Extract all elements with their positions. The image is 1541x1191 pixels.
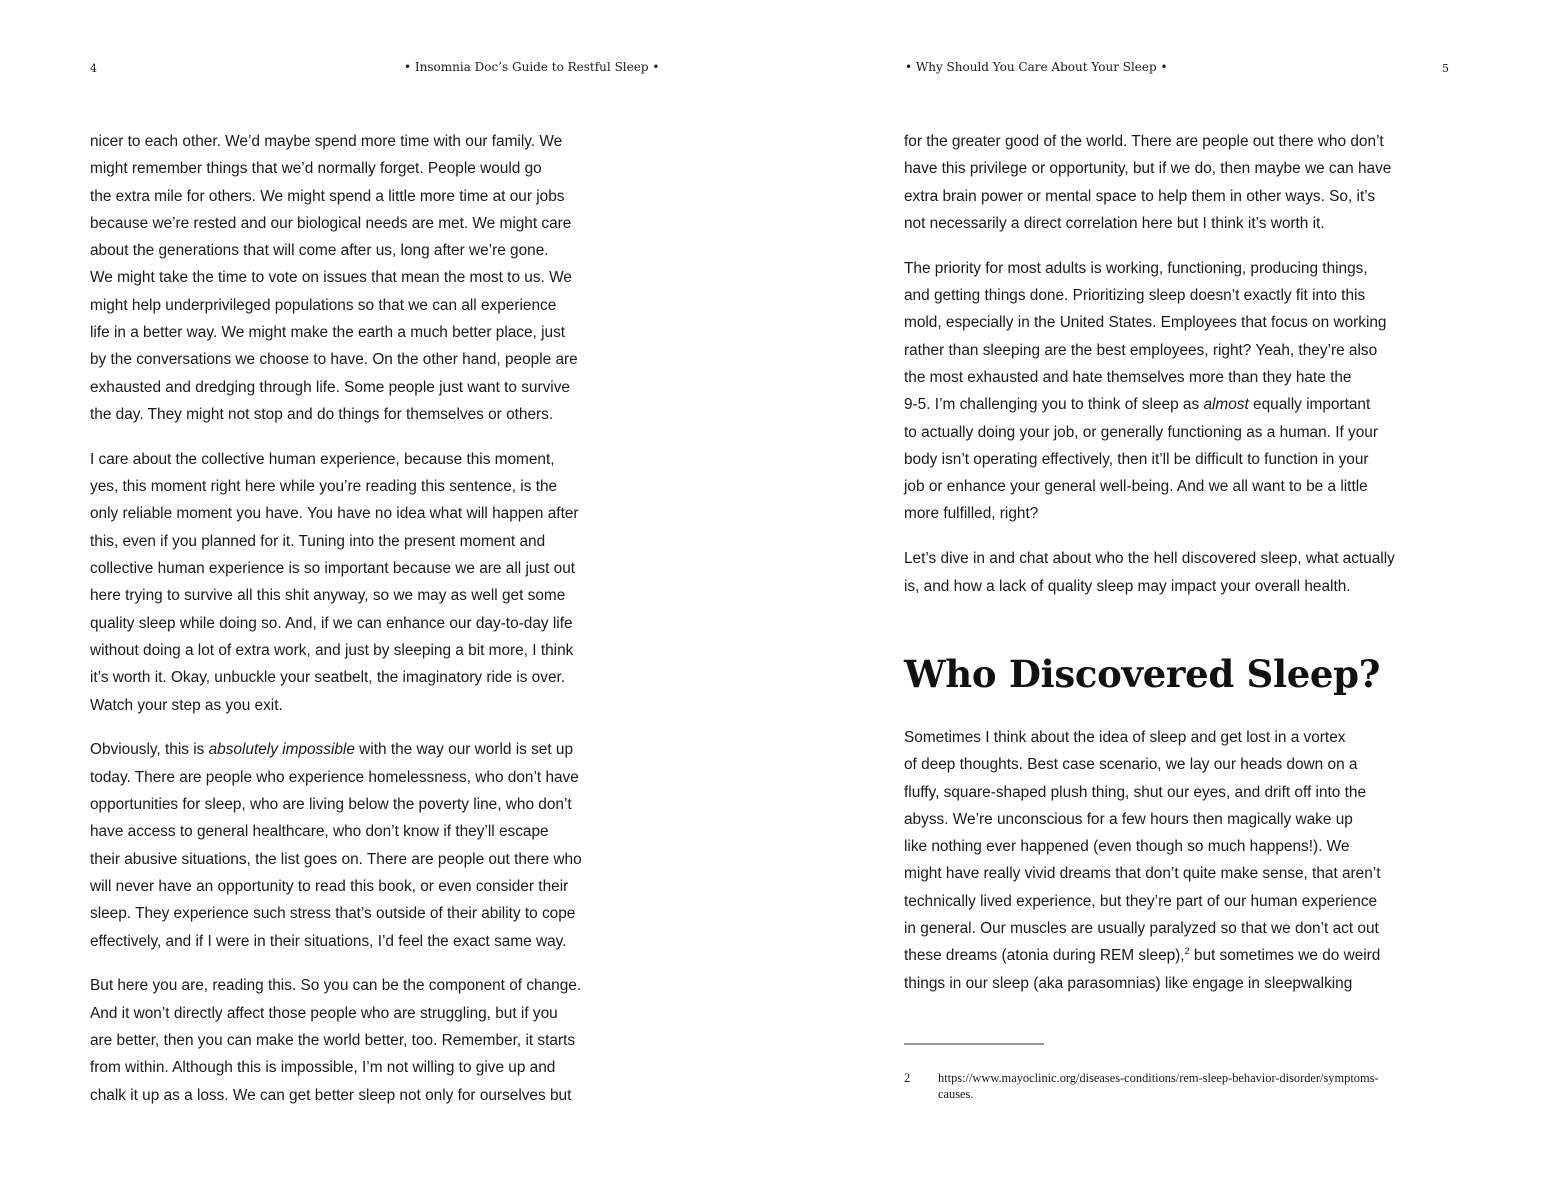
text-line: mold, especially in the United States. Employees that focus on working (904, 314, 1387, 332)
text-line: life in a better way. We might make the earth a much better place, just (90, 324, 566, 342)
text-line: will never have an opportunity to read this book, or even consider their (90, 877, 569, 895)
text-line: have access to general healthcare, who don’t know if they’ll escape (90, 823, 549, 841)
text-line: And it won’t directly affect those people who are struggling, but if you (90, 1004, 558, 1022)
paragraph-2 (904, 255, 1452, 528)
text-line: might remember things that we’d normally forget. People would go (90, 160, 542, 178)
right-body-text (904, 128, 1452, 600)
text-line: is, and how a lack of quality sleep may impact your overall health. (904, 577, 1351, 595)
text-line: chalk it up as a loss. We can get better sleep not only for ourselves but (90, 1086, 572, 1104)
paragraph-1 (904, 128, 1452, 237)
text-line: I care about the collective human experience, because this moment, (90, 450, 555, 468)
text-line: the most exhausted and hate themselves more than they hate the (904, 368, 1352, 386)
text-line: and getting things done. Prioritizing sleep doesn’t exactly fit into this (904, 287, 1366, 305)
text-line: are better, then you can make the world better, too. Remember, it starts (90, 1031, 576, 1049)
text-line: fluffy, square-shaped plush thing, shut our eyes, and drift off into the (904, 783, 1367, 801)
footnote-text-line: https://www.mayoclinic.org/diseases-conditions/rem-sleep-behavior-disorder/symptoms- (938, 1071, 1379, 1085)
text-line: their abusive situations, the list goes on. There are people out there who (90, 850, 582, 868)
text-line: body isn’t operating effectively, then it’ll be difficult to function in your (904, 450, 1369, 468)
text-line: more fulfilled, right? (904, 505, 1039, 523)
text-line: We might take the time to vote on issues that mean the most to us. We (90, 269, 572, 287)
text-line: opportunities for sleep, who are living below the poverty line, who don’t (90, 796, 572, 814)
paragraph-3 (904, 545, 1452, 600)
section-heading: Who Discovered Sleep? (904, 652, 1381, 696)
text-line: the day. They might not stop and do things for themselves or others. (90, 405, 554, 423)
text-line: collective human experience is so important because we are all just out (90, 560, 576, 578)
text-line: here trying to survive all this shit anyway, so we may as well get some (90, 587, 566, 605)
text-line: the extra mile for others. We might spend a little more time at our jobs (90, 187, 565, 205)
emphasis-text: almost (1203, 396, 1249, 414)
paragraph-3 (90, 736, 638, 954)
text-line: for the greater good of the world. There are people out there who don’t (904, 133, 1384, 150)
text-line: not necessarily a direct correlation here but I think it’s worth it. (904, 214, 1325, 232)
text-line: only reliable moment you have. You have no idea what will happen after (90, 505, 579, 523)
text-segment: 9-5. I’m challenging you to think of sleep as (904, 396, 1204, 414)
footnote-reference[interactable]: 2 (1184, 946, 1190, 957)
text-line: abyss. We’re unconscious for a few hours then magically wake up (904, 810, 1353, 828)
text-line: The priority for most adults is working, functioning, producing things, (904, 259, 1368, 277)
text-segment: but sometimes we do weird (1189, 947, 1381, 965)
text-line: But here you are, reading this. So you can be the component of change. (90, 977, 582, 995)
text-line: of deep thoughts. Best case scenario, we lay our heads down on a (904, 756, 1358, 774)
text-line: extra brain power or mental space to help them in other ways. So, it’s (904, 187, 1376, 205)
text-line: rather than sleeping are the best employees, right? Yeah, they’re also (904, 341, 1378, 359)
running-head-right: • Why Should You Care About Your Sleep • (905, 60, 1168, 74)
text-line: quality sleep while doing so. And, if we can enhance our day-to-day life (90, 614, 573, 632)
text-line: about the generations that will come after us, long after we’re gone. (90, 242, 549, 260)
text-line: might have really vivid dreams that don’t quite make sense, that aren’t (904, 865, 1381, 883)
section-body-text (904, 724, 1452, 997)
text-segment: equally important (1248, 396, 1371, 414)
footnote-link[interactable] (938, 1070, 1452, 1102)
text-line: Watch your step as you exit. (90, 696, 283, 714)
paragraph-2 (90, 446, 638, 719)
text-line: Sometimes I think about the idea of sleep and get lost in a vortex (904, 729, 1346, 746)
text-line: like nothing ever happened (even though so much happens!). We (904, 838, 1350, 856)
footnote-divider (904, 1043, 1044, 1045)
text-segment: with the way our world is set up (354, 741, 574, 759)
text-line: might help underprivileged populations so that we can all experience (90, 296, 557, 314)
text-line: have this privilege or opportunity, but if we do, then maybe we can have (904, 160, 1392, 178)
text-line (904, 942, 1452, 969)
text-line: this, even if you planned for it. Tuning into the present moment and (90, 532, 546, 550)
right-page (770, 0, 1541, 1191)
text-line: today. There are people who experience homelessness, who don’t have (90, 768, 579, 786)
emphasis-text: absolutely impossible (208, 741, 355, 759)
text-line: Let’s dive in and chat about who the hell discovered sleep, what actually (904, 550, 1395, 568)
text-line: from within. Although this is impossible, I’m not willing to give up and (90, 1059, 556, 1077)
text-line: sleep. They experience such stress that’s outside of their ability to cope (90, 905, 576, 923)
text-line: in general. Our muscles are usually paralyzed so that we don’t act out (904, 920, 1379, 938)
text-line: nicer to each other. We’d maybe spend more time with our family. We (90, 133, 563, 150)
left-body-text (90, 128, 638, 1109)
text-line: things in our sleep (aka parasomnias) like engage in sleepwalking (904, 974, 1353, 992)
text-line: it’s worth it. Okay, unbuckle your seatbelt, the imaginatory ride is over. (90, 669, 566, 687)
left-page (0, 0, 770, 1191)
text-line: by the conversations we choose to have. On the other hand, people are (90, 351, 578, 369)
text-segment: Obviously, this is (90, 741, 209, 759)
text-line (904, 391, 1452, 418)
text-line: effectively, and if I were in their situations, I’d feel the exact same way. (90, 932, 567, 950)
text-line: job or enhance your general well-being. And we all want to be a little (904, 478, 1368, 496)
paragraph-4 (90, 972, 638, 1108)
page-number-right: 5 (1442, 62, 1449, 75)
text-line: to actually doing your job, or generally functioning as a human. If your (904, 423, 1378, 441)
footnote-number: 2 (904, 1071, 911, 1085)
text-line (90, 736, 638, 763)
page-number-left: 4 (90, 62, 97, 75)
text-line: because we’re rested and our biological needs are met. We might care (90, 214, 572, 232)
paragraph-1 (90, 128, 638, 428)
text-line: technically lived experience, but they’re part of our human experience (904, 892, 1378, 910)
running-head-left: • Insomnia Doc’s Guide to Restful Sleep • (404, 60, 660, 74)
footnote-text-line: causes. (938, 1087, 974, 1101)
text-line: without doing a lot of extra work, and just by sleeping a bit more, I think (90, 641, 574, 659)
text-line: exhausted and dredging through life. Some people just want to survive (90, 378, 570, 396)
text-line: yes, this moment right here while you’re reading this sentence, is the (90, 478, 558, 496)
text-segment: these dreams (atonia during REM sleep), (904, 947, 1185, 965)
